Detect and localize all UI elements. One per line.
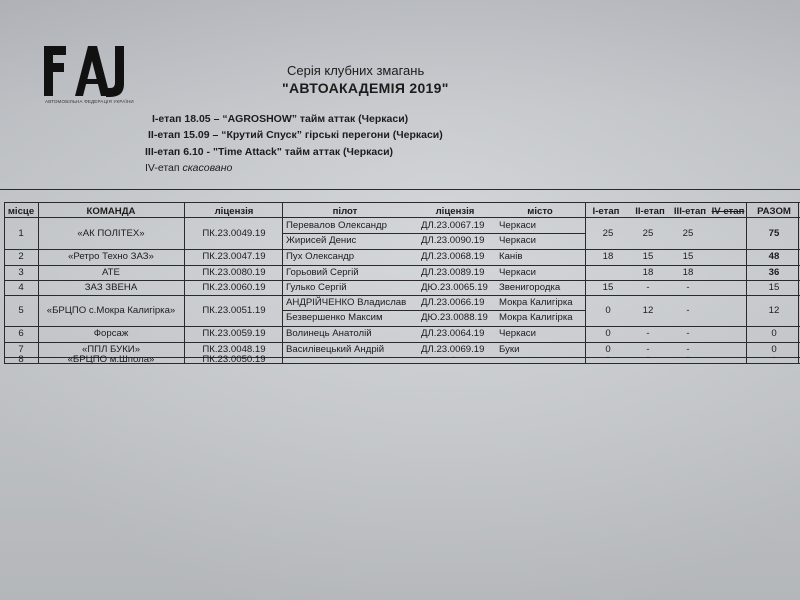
row-stage3: - <box>686 328 690 339</box>
pilot-license: ДЮ.23.0065.19 <box>421 282 488 293</box>
column-rule <box>585 202 586 363</box>
row-total: 15 <box>768 282 780 293</box>
pilot-name: Безвершенко Максим <box>286 312 383 323</box>
pilot-city: Черкаси <box>499 267 536 278</box>
heading-line1: Серія клубних змагань <box>287 63 425 78</box>
stage-line-3 <box>145 146 393 158</box>
stage-text: скасовано <box>182 162 233 174</box>
row-stage1: 0 <box>605 328 611 339</box>
row-place: 8 <box>18 354 24 365</box>
row-stage2: 15 <box>642 251 654 262</box>
row-team: «Ретро Техно ЗАЗ» <box>68 251 154 262</box>
row-stage1: 0 <box>605 344 611 355</box>
row-stage2: 25 <box>642 228 654 239</box>
header-team: КОМАНДА <box>86 206 136 217</box>
stage-label: III-етап <box>145 146 181 158</box>
header-stage4: IV етап <box>711 206 745 217</box>
row-stage2: 18 <box>642 267 654 278</box>
row-team: «БРЦПО м.Шпола» <box>67 354 155 365</box>
row-rule <box>4 249 800 250</box>
pilot-license: ДЮ.23.0088.19 <box>421 312 488 323</box>
pilot-name: Волинець Анатолій <box>286 328 372 339</box>
pilot-sub-rule <box>282 310 585 311</box>
pilot-license: - <box>452 352 456 363</box>
pilot-city: Буки <box>499 344 520 355</box>
row-rule <box>4 265 800 266</box>
column-rule <box>282 202 283 363</box>
row-stage2: - <box>646 344 650 355</box>
pilot-city: Канів <box>499 251 523 262</box>
row-team-license: ПК.23.0049.19 <box>202 228 266 239</box>
row-total: 36 <box>768 267 780 278</box>
row-place: 5 <box>18 305 24 316</box>
row-team: «БРЦПО с.Мокра Калигірка» <box>46 305 176 316</box>
header-bottom-rule <box>4 217 800 218</box>
row-stage2: - <box>646 328 650 339</box>
row-place: 7 <box>18 344 24 355</box>
row-team: Форсаж <box>93 328 129 339</box>
row-team: ЗАЗ ЗВЕНА <box>84 282 138 293</box>
pilot-city: Мокра Калигірка <box>499 297 573 308</box>
header-stage3: III-етап <box>673 206 707 217</box>
row-stage2: - <box>646 352 650 363</box>
stage-line-2 <box>148 129 443 141</box>
pilot-city: Черкаси <box>499 235 536 246</box>
header-top-rule <box>4 202 800 203</box>
row-rule <box>4 342 800 343</box>
row-team-license: ПК.23.0060.19 <box>202 282 266 293</box>
stage-label: I-етап <box>152 113 182 125</box>
heading-line2: "АВТОАКАДЕМІЯ 2019" <box>282 80 449 96</box>
pilot-city: Черкаси <box>499 328 536 339</box>
pilot-name: Василівецький Андрій <box>286 344 385 355</box>
row-stage3: - <box>686 344 690 355</box>
row-team-license: ПК.23.0050.19 <box>202 354 266 365</box>
pilot-city: Мокра Калигірка <box>499 312 573 323</box>
row-team-license: ПК.23.0048.19 <box>202 344 266 355</box>
pilot-name: Жирисей Денис <box>286 235 357 246</box>
row-team-license: ПК.23.0059.19 <box>202 328 266 339</box>
stage-text: 6.10 - "Time Attack" тайм аттак (Черкаси) <box>180 146 394 158</box>
row-stage3: - <box>686 282 690 293</box>
row-total: 75 <box>768 228 780 239</box>
pilot-city: Звенигородка <box>499 282 561 293</box>
row-team: «АК ПОЛІТЕХ» <box>77 228 145 239</box>
pilot-license: ДЛ.23.0069.19 <box>421 344 485 355</box>
header-stage1: I-етап <box>592 206 620 217</box>
row-stage1: 18 <box>602 251 614 262</box>
stage-label: IV-етап <box>145 162 180 174</box>
row-stage2: - <box>646 282 650 293</box>
pilot-license: ДЛ.23.0064.19 <box>421 328 485 339</box>
column-rule <box>38 202 39 363</box>
row-stage3: - <box>686 352 690 363</box>
header-pilot: пілот <box>332 206 358 217</box>
header-total: РАЗОМ <box>757 206 791 217</box>
row-stage3: 18 <box>682 267 694 278</box>
row-total: 48 <box>768 251 780 262</box>
header-city: місто <box>527 206 553 217</box>
row-stage3: 15 <box>682 251 694 262</box>
row-place: 4 <box>18 282 24 293</box>
row-total: 12 <box>768 305 780 316</box>
row-place: 3 <box>18 267 24 278</box>
logo-subtitle: АВТОМОБІЛЬНА ФЕДЕРАЦІЯ УКРАЇНИ <box>45 99 134 104</box>
pilot-license: ДЛ.23.0089.19 <box>421 267 485 278</box>
stage-label: II-етап <box>148 129 181 141</box>
header-team-license: ліцензія <box>214 206 254 217</box>
row-total: 0 <box>771 344 777 355</box>
row-team-license: ПК.23.0080.19 <box>202 267 266 278</box>
pilot-license: ДЛ.23.0068.19 <box>421 251 485 262</box>
row-rule <box>4 326 800 327</box>
pilot-name: Пух Олександр <box>286 251 355 262</box>
header-place: місце <box>7 206 35 217</box>
pilot-name: - <box>340 352 344 363</box>
stage-text: 15.09 – “Крутий Спуск” гірські перегони (Черкаси) <box>180 129 443 141</box>
row-place: 2 <box>18 251 24 262</box>
header-pilot-license: ліцензія <box>435 206 475 217</box>
row-rule <box>4 280 800 281</box>
column-rule <box>184 202 185 363</box>
row-team: «ППЛ БУКИ» <box>81 344 141 355</box>
row-stage1: 15 <box>602 282 614 293</box>
row-total: 0 <box>771 328 777 339</box>
stage-line-4 <box>145 162 232 174</box>
row-team-license: ПК.23.0047.19 <box>202 251 266 262</box>
row-stage1: 0 <box>605 305 611 316</box>
column-rule <box>746 202 747 363</box>
table-top-border <box>0 189 800 190</box>
stage-line-1 <box>152 113 408 125</box>
pilot-name: Гулько Сергій <box>286 282 347 293</box>
row-stage2: 12 <box>642 305 654 316</box>
row-team: АТЕ <box>102 267 120 278</box>
pilot-license: ДЛ.23.0090.19 <box>421 235 485 246</box>
pilot-city: Черкаси <box>499 220 536 231</box>
row-total: - <box>772 352 776 363</box>
header-stage2: II-етап <box>635 206 665 217</box>
pilot-license: ДЛ.23.0067.19 <box>421 220 485 231</box>
row-place: 6 <box>18 328 24 339</box>
row-stage3: 25 <box>682 228 694 239</box>
stage-text: 18.05 – “AGROSHOW” тайм аттак (Черкаси) <box>181 113 409 125</box>
pilot-name: АНДРІЙЧЕНКО Владислав <box>286 297 407 308</box>
row-rule <box>4 295 800 296</box>
results-table <box>0 189 800 375</box>
row-stage1: - <box>606 352 610 363</box>
row-stage3: - <box>686 305 690 316</box>
pilot-name: Перевалов Олександр <box>286 220 387 231</box>
pilot-sub-rule <box>282 233 585 234</box>
row-place: 1 <box>18 228 24 239</box>
fau-logo <box>42 42 134 100</box>
pilot-name: Горьовий Сергій <box>286 267 359 278</box>
row-team-license: ПК.23.0051.19 <box>202 305 266 316</box>
row-stage1: 25 <box>602 228 614 239</box>
pilot-license: ДЛ.23.0066.19 <box>421 297 485 308</box>
